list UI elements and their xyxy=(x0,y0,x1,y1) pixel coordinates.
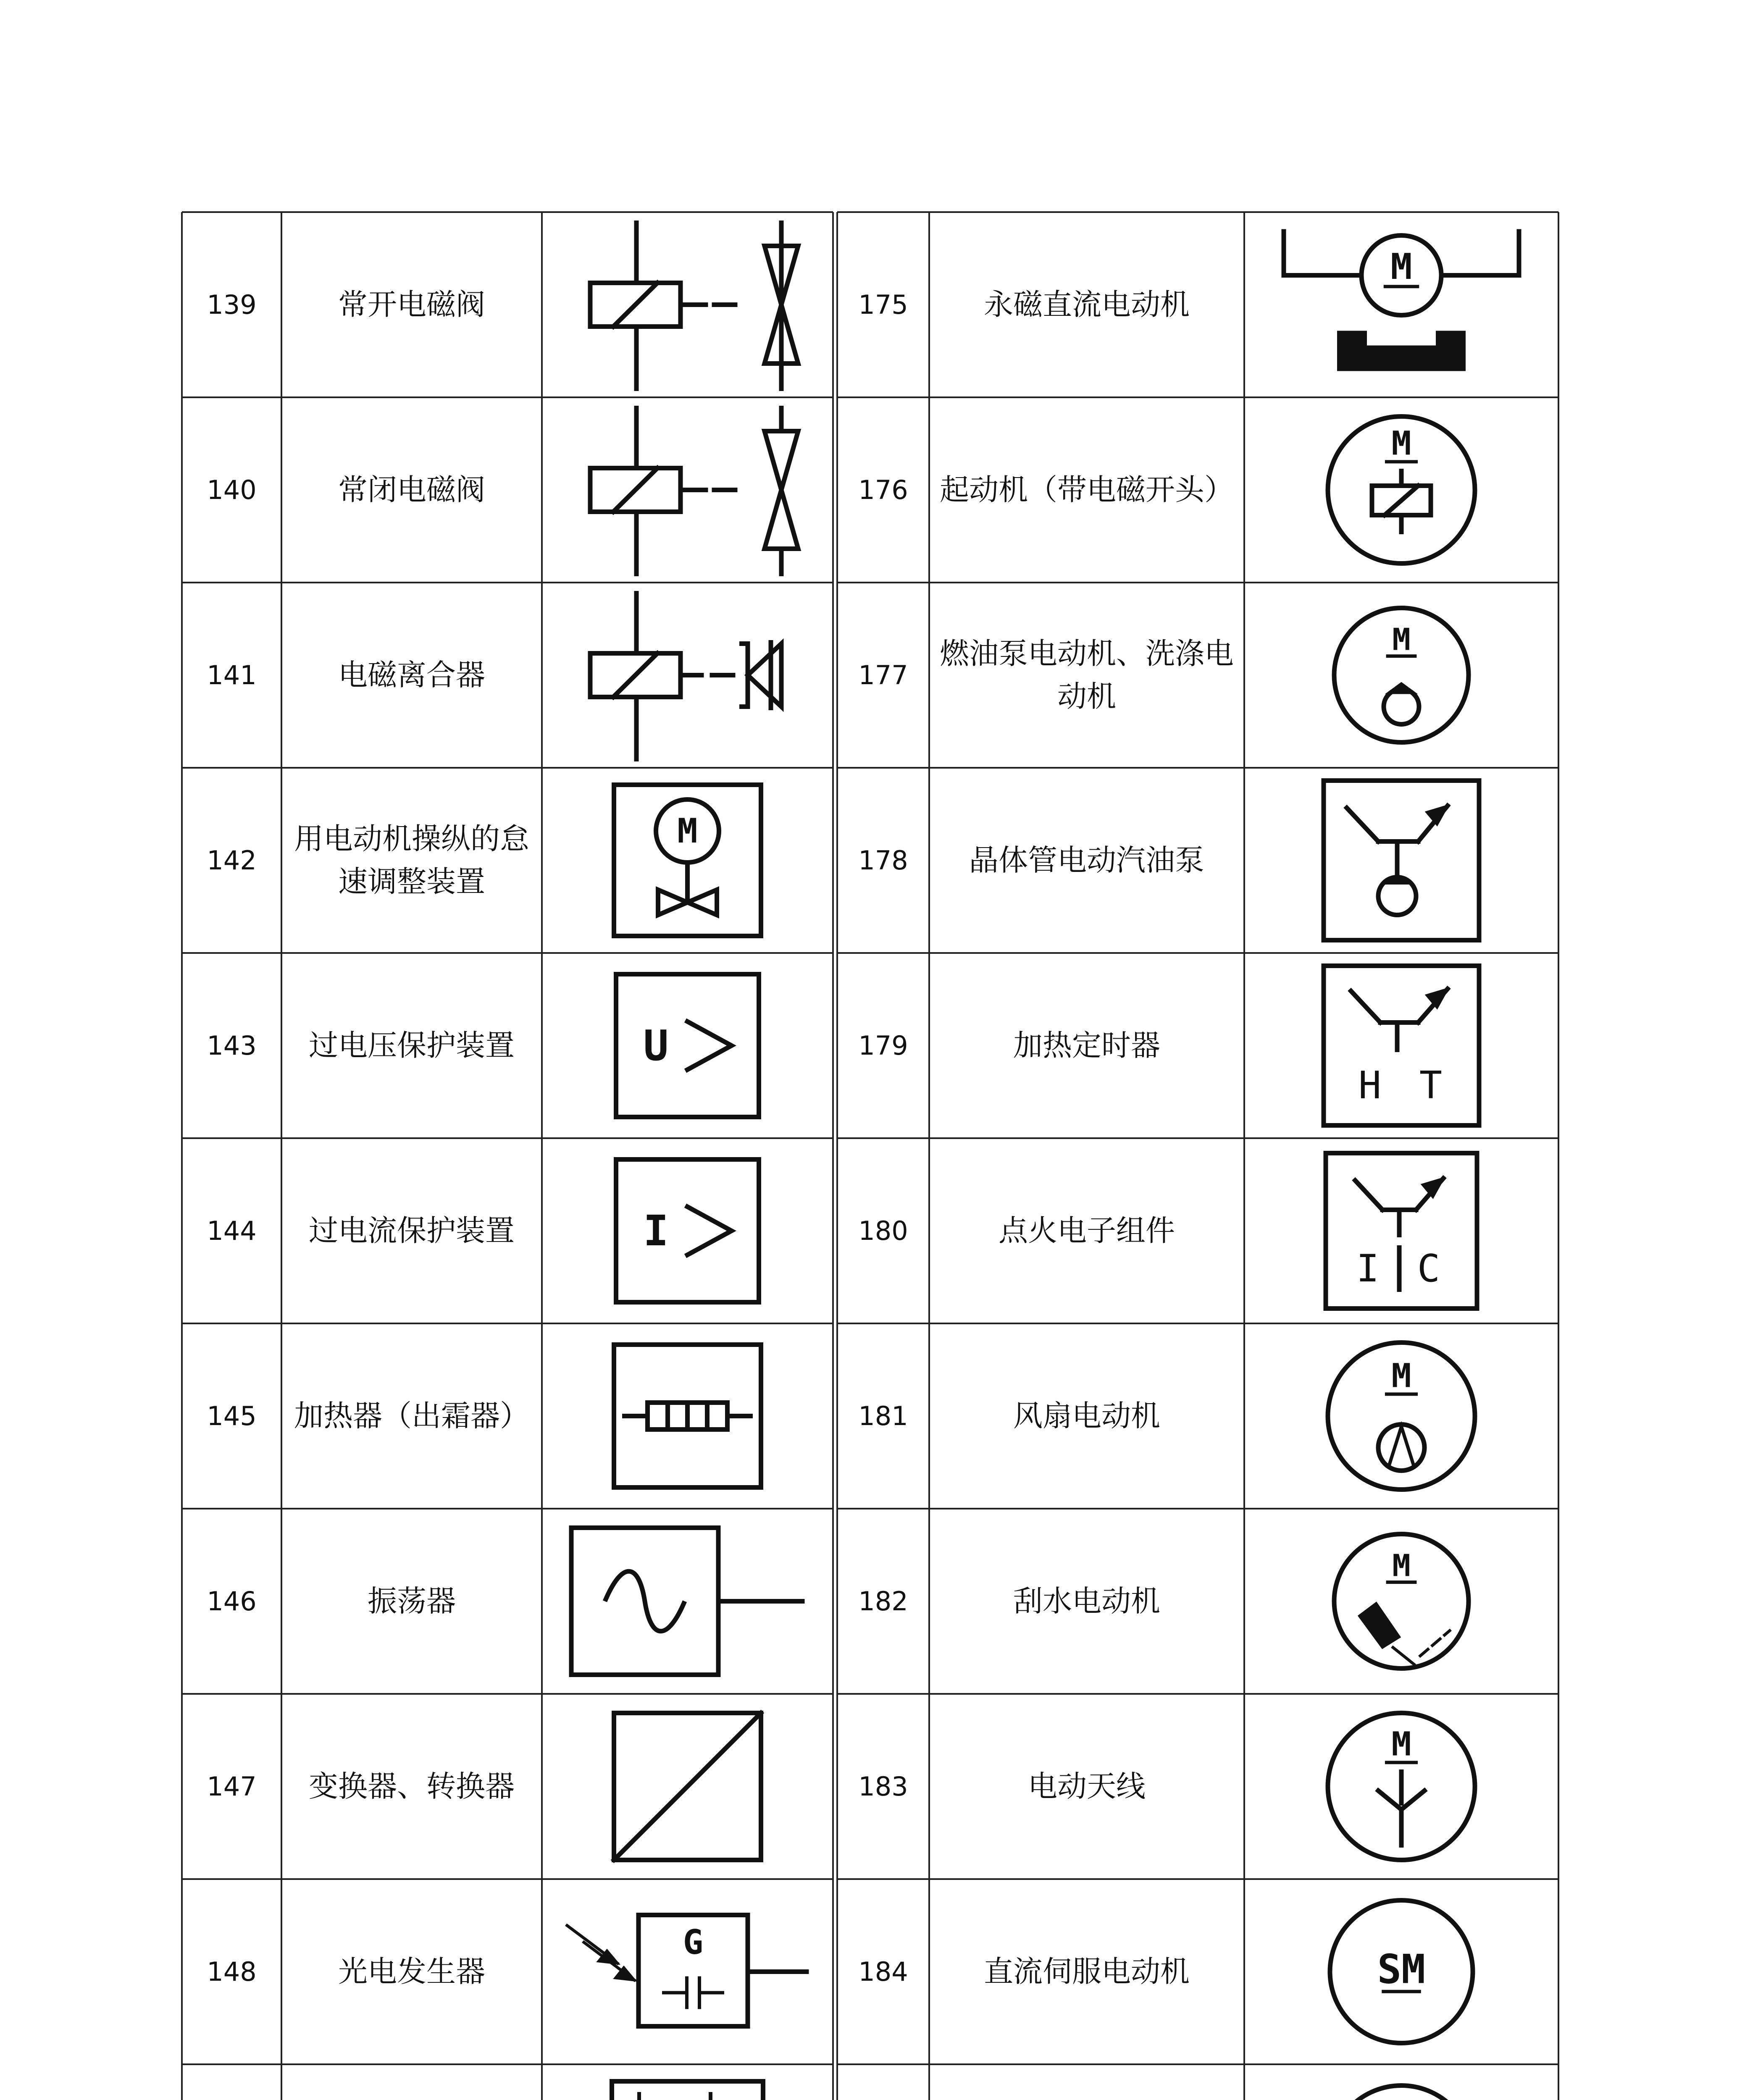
item-name: 点火电子组件 xyxy=(999,1213,1175,1248)
item-number: 183 xyxy=(858,1771,908,1802)
item-number: 141 xyxy=(207,659,257,690)
item-name: 电动天线 xyxy=(1028,1769,1146,1803)
item-number-cell xyxy=(182,1323,281,1509)
symbol-letter: M xyxy=(1391,1725,1411,1764)
item-name-cell xyxy=(281,2064,542,2100)
item-name-cell xyxy=(281,397,542,583)
item-number: 184 xyxy=(858,1956,908,1987)
dc-servo-motor-icon xyxy=(1244,1879,1558,2064)
item-name-cell xyxy=(281,1879,542,2064)
item-name: 常闭电磁阀 xyxy=(338,472,485,507)
item-name-cell xyxy=(929,583,1244,768)
item-number: 140 xyxy=(207,474,257,505)
item-number-cell xyxy=(837,583,929,768)
item-name-cell xyxy=(929,1879,1244,2064)
item-number: 175 xyxy=(858,289,908,320)
symbol-cell xyxy=(1244,397,1558,583)
symbol-cell xyxy=(1244,1879,1558,2064)
wiper-motor-icon xyxy=(1244,1509,1558,1694)
starter-with-solenoid-icon xyxy=(1244,397,1558,583)
oscillator-icon xyxy=(542,1509,833,1694)
symbol-cell xyxy=(542,768,833,953)
symbol-cell xyxy=(542,1879,833,2064)
item-name: 燃油泵电动机、洗涤电动机 xyxy=(940,636,1234,714)
item-number-cell xyxy=(837,1694,929,1879)
symbol-letter: G xyxy=(683,1923,704,1962)
symbol-cell xyxy=(542,1694,833,1879)
item-name: 过电流保护装置 xyxy=(309,1213,515,1248)
overcurrent-protector-icon xyxy=(542,1138,833,1323)
item-number-cell xyxy=(837,1138,929,1323)
item-name: 加热器（出霜器） xyxy=(294,1398,529,1433)
symbol-cell xyxy=(1244,768,1558,953)
item-name: 加热定时器 xyxy=(1013,1028,1160,1063)
item-name: 晶体管电动汽油泵 xyxy=(969,843,1204,877)
symbol-letter: M xyxy=(1391,425,1411,463)
symbol-cell xyxy=(1244,1509,1558,1694)
item-name: 过电压保护装置 xyxy=(309,1028,515,1063)
symbol-cell xyxy=(1244,953,1558,1138)
symbol-letter: SM xyxy=(1377,1946,1426,1993)
item-name: 风扇电动机 xyxy=(1013,1398,1160,1433)
item-number-cell xyxy=(837,1323,929,1509)
item-name: 用电动机操纵的怠速调整装置 xyxy=(294,822,529,899)
item-number: 148 xyxy=(207,1956,257,1987)
item-number-cell xyxy=(182,768,281,953)
symbol-cell xyxy=(542,212,833,397)
symbol-letter: M xyxy=(1392,622,1411,657)
power-antenna-icon xyxy=(1244,1694,1558,1879)
item-name-cell xyxy=(929,212,1244,397)
item-number: 182 xyxy=(858,1586,908,1617)
symbol-letter: M xyxy=(1390,246,1412,288)
item-number-cell xyxy=(837,1879,929,2064)
item-number-cell xyxy=(182,397,281,583)
permanent-magnet-dc-motor-icon xyxy=(1244,212,1558,397)
symbol-cell xyxy=(1244,1138,1558,1323)
symbol-letter: M xyxy=(1392,1548,1411,1583)
item-name-cell xyxy=(929,953,1244,1138)
item-name: 起动机（带电磁开头） xyxy=(940,472,1234,507)
item-name: 刮水电动机 xyxy=(1013,1583,1160,1618)
item-name-cell xyxy=(281,583,542,768)
item-name: 光电发生器 xyxy=(338,1954,485,1989)
item-number-cell xyxy=(182,583,281,768)
item-number-cell xyxy=(182,212,281,397)
item-number-cell xyxy=(837,397,929,583)
item-name-cell xyxy=(281,1509,542,1694)
dc-generator-icon xyxy=(1244,2064,1558,2100)
symbol-cell xyxy=(542,583,833,768)
item-number: 177 xyxy=(858,659,908,690)
symbol-cell xyxy=(1244,1323,1558,1509)
item-number: 143 xyxy=(207,1030,257,1061)
item-number-cell xyxy=(182,2064,281,2100)
electromagnetic-clutch-icon xyxy=(542,583,833,768)
item-number: 176 xyxy=(858,474,908,505)
item-number: 179 xyxy=(858,1030,908,1061)
item-name-cell xyxy=(929,1509,1244,1694)
item-number: 180 xyxy=(858,1215,908,1246)
heating-timer-icon xyxy=(1244,953,1558,1138)
item-number-cell xyxy=(837,2064,929,2100)
item-name-cell xyxy=(929,1323,1244,1509)
item-name-cell xyxy=(929,397,1244,583)
air-conditioner-icon xyxy=(542,2064,833,2100)
item-number: 178 xyxy=(858,845,908,876)
item-number: 181 xyxy=(858,1400,908,1431)
motor-idle-adjuster-icon xyxy=(542,768,833,953)
item-name-cell xyxy=(929,768,1244,953)
symbol-cell xyxy=(1244,2064,1558,2100)
item-number: 142 xyxy=(207,845,257,876)
item-number-cell xyxy=(182,1879,281,2064)
item-number: 146 xyxy=(207,1586,257,1617)
item-name-cell xyxy=(281,768,542,953)
item-name-cell xyxy=(281,1323,542,1509)
fan-motor-icon xyxy=(1244,1323,1558,1509)
item-number: 145 xyxy=(207,1400,257,1431)
item-number: 147 xyxy=(207,1771,257,1802)
symbol-letter: T xyxy=(1419,1063,1443,1108)
item-name: 直流伺服电动机 xyxy=(984,1954,1190,1989)
symbol-letter: I xyxy=(1356,1247,1380,1291)
symbol-cell xyxy=(1244,1694,1558,1879)
transistor-fuel-pump-icon xyxy=(1244,768,1558,953)
item-number-cell xyxy=(182,1509,281,1694)
item-number-cell xyxy=(837,768,929,953)
symbol-letter: M xyxy=(677,811,698,850)
symbol-letter: H xyxy=(1358,1063,1382,1108)
symbol-cell xyxy=(542,2064,833,2100)
item-number: 139 xyxy=(207,289,257,320)
item-name-cell xyxy=(281,1694,542,1879)
item-name-cell xyxy=(929,2064,1244,2100)
item-name: 振荡器 xyxy=(368,1583,456,1618)
symbol-cell xyxy=(542,397,833,583)
item-number-cell xyxy=(182,953,281,1138)
normally-open-solenoid-valve-icon xyxy=(542,212,833,397)
converter-icon xyxy=(542,1694,833,1879)
symbol-cell xyxy=(542,953,833,1138)
item-name: 永磁直流电动机 xyxy=(984,287,1190,322)
item-number-cell xyxy=(182,1694,281,1879)
symbol-letter: C xyxy=(1417,1247,1440,1291)
symbol-cell xyxy=(542,1323,833,1509)
item-name-cell xyxy=(281,1138,542,1323)
item-name-cell xyxy=(281,212,542,397)
item-number-cell xyxy=(182,1138,281,1323)
item-name: 变换器、转换器 xyxy=(309,1769,515,1803)
item-name-cell xyxy=(929,1694,1244,1879)
item-name: 电磁离合器 xyxy=(338,657,485,692)
ignition-module-icon xyxy=(1244,1138,1558,1323)
item-name: 常开电磁阀 xyxy=(338,287,485,322)
symbol-letter: M xyxy=(1391,1357,1411,1395)
heater-defroster-icon xyxy=(542,1323,833,1509)
item-number-cell xyxy=(837,1509,929,1694)
symbol-letter: U xyxy=(643,1021,669,1070)
item-number-cell xyxy=(837,212,929,397)
photoelectric-generator-icon xyxy=(542,1879,833,2064)
symbol-cell xyxy=(1244,583,1558,768)
symbol-letter: I xyxy=(643,1206,669,1255)
overvoltage-protector-icon xyxy=(542,953,833,1138)
item-number: 144 xyxy=(207,1215,257,1246)
symbol-cell xyxy=(542,1138,833,1323)
item-name-cell xyxy=(929,1138,1244,1323)
item-number-cell xyxy=(837,953,929,1138)
fuel-pump-motor-icon xyxy=(1244,583,1558,768)
normally-closed-solenoid-valve-icon xyxy=(542,397,833,583)
symbol-cell xyxy=(1244,212,1558,397)
item-name-cell xyxy=(281,953,542,1138)
symbol-cell xyxy=(542,1509,833,1694)
